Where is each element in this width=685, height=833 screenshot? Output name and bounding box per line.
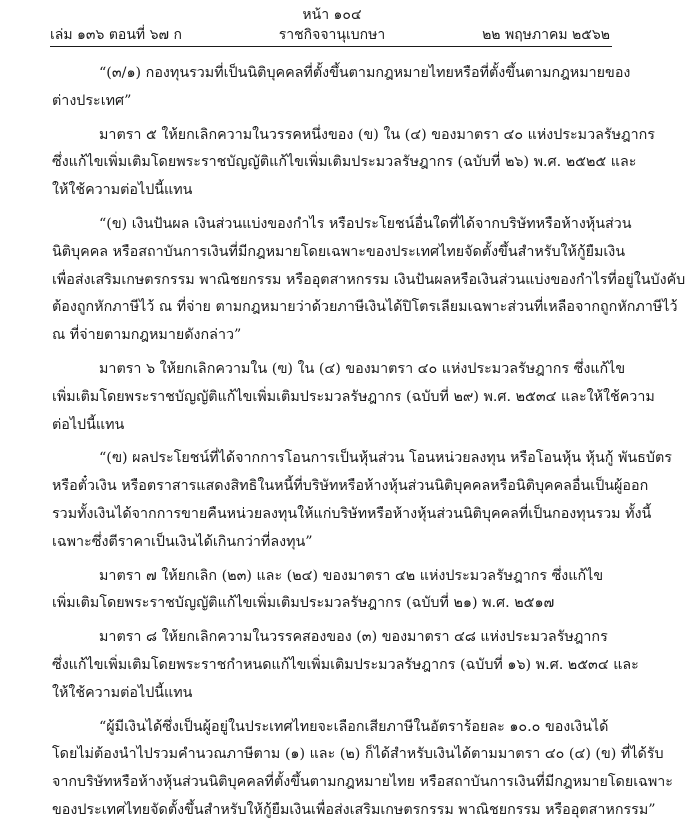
text-line: ซึ่งแก้ไขเพิ่มเติมโดยพระราชกำหนดแก้ไขเพิ่มเติมประมวลรัษฎากร (ฉบับที่ ๑๖) พ.ศ. ๒๕๓๔ และ	[52, 656, 639, 673]
text-line: จากบริษัทหรือห้างหุ้นส่วนนิติบุคคลที่ตั้งขึ้นตามกฎหมายไทย หรือสถาบันการเงินที่มีกฎหมายโดยเฉพาะ	[52, 774, 673, 791]
text-line: ต่อไปนี้แทน	[52, 416, 125, 433]
publication-title: ราชกิจจานุเบกษา	[278, 27, 386, 43]
paragraph-kho-khuat	[52, 445, 672, 556]
text-line: มาตรา ๖ ให้ยกเลิกความใน (ฃ) ใน (๔) ของมาตรา ๔๐ แห่งประมวลรัษฎากร ซึ่งแก้ไข	[99, 360, 626, 377]
text-line: มาตรา ๗ ให้ยกเลิก (๒๓) และ (๒๔) ของมาตรา ๔๒ แห่งประมวลรัษฎากร ซึ่งแก้ไข	[99, 567, 604, 584]
text-line: รวมทั้งเงินได้จากการขายคืนหน่วยลงทุนให้แก่บริษัทหรือห้างหุ้นส่วนนิติบุคคลที่เป็นกองทุนรวม ทั้งนี้	[52, 505, 652, 522]
text-line: ต้องถูกหักภาษีไว้ ณ ที่จ่าย ตามกฎหมายว่าด้วยภาษีเงินได้ปิโตรเลียมเฉพาะส่วนที่เหลือจากถูกหักภาษีไว้	[52, 299, 678, 316]
text-line: นิติบุคคล หรือสถาบันการเงินที่มีกฎหมายโดยเฉพาะของประเทศไทยจัดตั้งขึ้นสำหรับให้กู้ยืมเงิน	[52, 243, 626, 260]
section-6	[52, 356, 655, 439]
text-line: เพิ่มเติมโดยพระราชบัญญัติแก้ไขเพิ่มเติมประมวลรัษฎากร (ฉบับที่ ๒๙) พ.ศ. ๒๕๓๔ และให้ใช้ความ	[52, 388, 655, 405]
text-line: เพิ่มเติมโดยพระราชบัญญัติแก้ไขเพิ่มเติมประมวลรัษฎากร (ฉบับที่ ๒๑) พ.ศ. ๒๕๑๗	[52, 595, 555, 612]
text-line: เฉพาะซึ่งตีราคาเป็นเงินได้เกินกว่าที่ลงทุน”	[52, 533, 313, 550]
document-body	[52, 60, 685, 825]
text-line: “ผู้มีเงินได้ซึ่งเป็นผู้อยู่ในประเทศไทยจะเลือกเสียภาษีในอัตราร้อยละ ๑๐.๐ ของเงินได้	[99, 718, 609, 735]
text-line: “(ข) เงินปันผล เงินส่วนแบ่งของกำไร หรือประโยชน์อื่นใดที่ได้จากบริษัทหรือห้างหุ้นส่วน	[99, 215, 632, 232]
text-line: ให้ใช้ความต่อไปนี้แทน	[52, 684, 193, 701]
text-line: ณ ที่จ่ายตามกฎหมายดังกล่าว”	[52, 327, 242, 344]
section-5	[52, 122, 655, 205]
section-7	[52, 563, 612, 619]
section-8	[52, 624, 639, 707]
text-line: “(ฃ) ผลประโยชน์ที่ได้จากการโอนการเป็นหุ้นส่วน โอนหน่วยลงทุน หรือโอนหุ้น หุ้นกู้ พันธบัตร	[99, 450, 672, 467]
publication-date: ๒๒ พฤษภาคม ๒๕๖๒	[482, 27, 610, 43]
text-line: โดยไม่ต้องนำไปรวมคำนวณภาษีตาม (๑) และ (๒) ก็ได้สำหรับเงินได้ตามมาตรา ๔๐ (๔) (ข) ที่ได้รับ	[52, 746, 664, 763]
text-line: เพื่อส่งเสริมเกษตรกรรม พาณิชยกรรม หรืออุตสาหกรรม เงินปันผลหรือเงินส่วนแบ่งของกำไรที่อยู่ในบังคับ	[52, 271, 685, 288]
paragraph-tax-option	[52, 714, 673, 825]
text-line: ของประเทศไทยจัดตั้งขึ้นสำหรับให้กู้ยืมเงินเพื่อส่งเสริมเกษตรกรรม พาณิชยกรรม หรืออุตสาหกรรม”	[52, 801, 656, 818]
gazette-header	[50, 24, 610, 46]
text-line: มาตรา ๕ ให้ยกเลิกความในวรรคหนึ่งของ (ข) ใน (๔) ของมาตรา ๔๐ แห่งประมวลรัษฎากร	[99, 126, 655, 143]
paragraph-3-1	[52, 60, 631, 116]
text-line: ซึ่งแก้ไขเพิ่มเติมโดยพระราชบัญญัติแก้ไขเพิ่มเติมประมวลรัษฎากร (ฉบับที่ ๒๖) พ.ศ. ๒๕๒๕ และ	[52, 154, 637, 171]
volume-info: เล่ม ๑๓๖ ตอนที่ ๖๗ ก	[50, 27, 182, 43]
page-number: หน้า ๑๐๔	[302, 7, 362, 23]
text-line: มาตรา ๘ ให้ยกเลิกความในวรรคสองของ (๓) ของมาตรา ๔๘ แห่งประมวลรัษฎากร	[99, 629, 608, 646]
paragraph-kho	[52, 211, 685, 350]
text-line: “(๓/๑) กองทุนรวมที่เป็นนิติบุคคลที่ตั้งขึ้นตามกฎหมายไทยหรือที่ตั้งขึ้นตามกฎหมายของ	[99, 65, 631, 81]
header-divider	[50, 46, 612, 47]
text-line: หรือตั๋วเงิน หรือตราสารแสดงสิทธิในหนี้ที่บริษัทหรือห้างหุ้นส่วนนิติบุคคลหรือนิติบุคคลอื่นเป็นผู้ออก	[52, 478, 649, 495]
text-line: ต่างประเทศ”	[52, 92, 132, 109]
text-line: ให้ใช้ความต่อไปนี้แทน	[52, 182, 193, 199]
